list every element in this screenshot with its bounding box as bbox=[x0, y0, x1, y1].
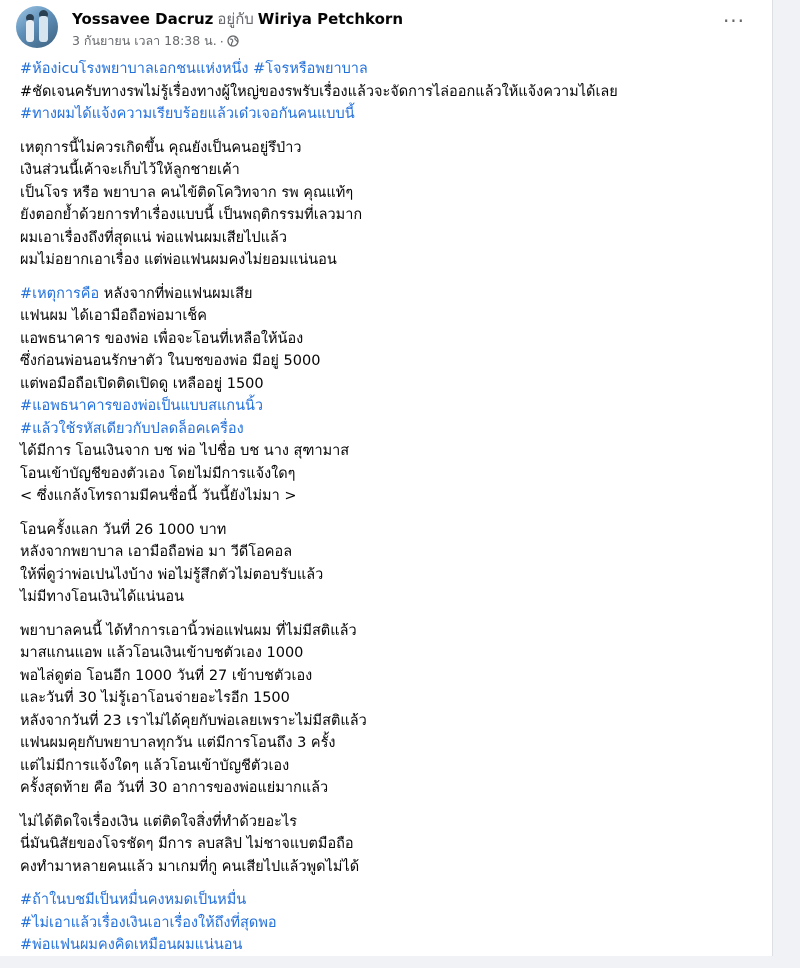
hashtag[interactable]: #เหตุการคือ bbox=[20, 285, 100, 302]
post-line: ซึ่งก่อนพ่อนอนรักษาตัว ในบชของพ่อ มีอยู่ 5000 bbox=[20, 353, 321, 369]
hashtag[interactable]: #พ่อแฟนผมคงคิดเหมือนผมแน่นอน bbox=[20, 937, 243, 953]
post-line: ผมไม่อยากเอาเรื่อง แต่พ่อแฟนผมคงไม่ยอมแน่นอน bbox=[20, 252, 337, 268]
post-line: หลังจากพยาบาล เอามือถือพ่อ มา วีดีโอคอล bbox=[20, 544, 293, 560]
paragraph-2 bbox=[20, 137, 760, 272]
hashtag[interactable]: #แอพธนาคารของพ่อเป็นแบบสแกนนิ้ว bbox=[20, 398, 264, 414]
post-line: แอพธนาคาร ของพ่อ เพื่อจะโอนที่เหลือให้น้อง bbox=[20, 330, 304, 347]
post-line: มาสแกนแอพ แล้วโอนเงินเข้าบชตัวเอง 1000 bbox=[20, 645, 304, 661]
post-line: ครั้งสุดท้าย คือ วันที่ 30 อาการของพ่อแย่มากแล้ว bbox=[20, 780, 329, 796]
paragraph-6 bbox=[20, 811, 760, 879]
post-line: เป็นโจร หรือ พยาบาล คนไข้ติดโควิทจาก รพ คุณแท้ๆ bbox=[20, 184, 354, 201]
paragraph-4 bbox=[20, 519, 760, 609]
tagged-name[interactable]: Wiriya Petchkorn bbox=[257, 10, 404, 28]
hashtag[interactable]: #แล้วใช้รหัสเดียวกับปลดล็อคเครื่อง bbox=[20, 420, 244, 437]
globe-icon[interactable] bbox=[227, 35, 239, 47]
post-line: พอไล่ดูต่อ โอนอีก 1000 วันที่ 27 เข้าบชตัวเอง bbox=[20, 667, 313, 684]
post-line: ไม่มีทางโอนเงินได้แน่นอน bbox=[20, 589, 185, 605]
page-background-edge bbox=[774, 0, 800, 956]
with-text: อยู่กับ bbox=[217, 10, 254, 28]
post-content bbox=[20, 58, 760, 968]
post-header bbox=[72, 7, 403, 31]
post-line: หลังจากวันที่ 23 เราไม่ได้คุยกับพ่อเลยเพราะไม่มีสติแล้ว bbox=[20, 712, 367, 729]
hashtag[interactable]: #ห้องicuโรงพยาบาลเอกชนแห่งหนึ่ง #โจรหรือพยาบาล bbox=[20, 61, 368, 77]
post-line: พยาบาลคนนี้ ได้ทำการเอานิ้วพ่อแฟนผม ที่ไม่มีสติแล้ว bbox=[20, 622, 357, 639]
paragraph-3 bbox=[20, 283, 760, 508]
avatar-figure-body bbox=[26, 20, 34, 42]
post-line: โอนเข้าบัญชีของตัวเอง โดยไม่มีการแจ้งใดๆ bbox=[20, 465, 296, 482]
post-line: นี่มันนิสัยของโจรชัดๆ มีการ ลบสลิป ไม่ชาจแบตมือถือ bbox=[20, 836, 354, 852]
avatar-figure-body bbox=[39, 16, 48, 42]
more-options-button[interactable]: ··· bbox=[722, 9, 746, 33]
post-line: #ชัดเจนครับทางรพไม่รู้เรื่องทางผู้ใหญ่ของรพรับเรื่องแล้วจะจัดการไล่ออกแล้วให้แจ้งความได้เลย bbox=[20, 83, 618, 100]
hashtag[interactable]: #ทางผมได้แจ้งความเรียบร้อยแล้วเด๋วเจอกันคนแบบนี้ bbox=[20, 106, 355, 122]
post-line: คงทำมาหลายคนแล้ว มาเกมที่กู คนเสียไปแล้วพูดไม่ได้ bbox=[20, 858, 360, 875]
paragraph-5 bbox=[20, 620, 760, 800]
post-line: และวันที่ 30 ไม่รู้เอาโอนจ่ายอะไรอีก 1500 bbox=[20, 690, 290, 706]
meta-separator: · bbox=[219, 33, 224, 49]
post-line: เหตุการนี้ไม่ควรเกิดขึ้น คุณยังเป็นคนอยู่รึป่าว bbox=[20, 139, 302, 156]
post-line bbox=[20, 283, 760, 306]
post-line: เงินส่วนนี้เค้าจะเก็บไว้ให้ลูกชายเค้า bbox=[20, 162, 240, 178]
post-line: แต่พอมือถือเปิดติดเปิดดู เหลืออยู่ 1500 bbox=[20, 375, 264, 392]
hashtag[interactable]: #ไม่เอาแล้วเรื่องเงินเอาเรื่องให้ถึงที่สุดพอ bbox=[20, 914, 277, 931]
author-avatar[interactable] bbox=[16, 6, 58, 48]
paragraph-7 bbox=[20, 889, 760, 957]
post-line: ให้พี่ดูว่าพ่อเปนไงบ้าง พ่อไม่รู้สึกตัวไม่ตอบรับแล้ว bbox=[20, 566, 324, 583]
paragraph-1 bbox=[20, 58, 760, 126]
post-timestamp[interactable]: 3 กันยายน เวลา 18:38 น. bbox=[72, 33, 217, 48]
post-line: < ซึ่งแกล้งโทรถามมีคนชื่อนี้ วันนี้ยังไม่มา > bbox=[20, 488, 297, 504]
post-line: ยังตอกย้ำด้วยการทำเรื่องแบบนี้ เป็นพฤติกรรมที่เลวมาก bbox=[20, 207, 363, 223]
post-line: แต่ไม่มีการแจ้งใดๆ แล้วโอนเข้าบัญชีตัวเอง bbox=[20, 757, 290, 774]
post-line: โอนครั้งแลก วันที่ 26 1000 บาท bbox=[20, 521, 227, 538]
post-line-text: หลังจากที่พ่อแฟนผมเสีย bbox=[99, 285, 253, 302]
post-meta bbox=[72, 31, 239, 51]
post-line: ไม่ได้ติดใจเรื่องเงิน แต่ติดใจสิ่งที่ทำด้วยอะไร bbox=[20, 813, 298, 830]
author-name[interactable]: Yossavee Dacruz bbox=[72, 10, 214, 28]
hashtag[interactable]: #ถ้าในบชมีเป็นหมื่นคงหมดเป็นหมื่น bbox=[20, 892, 247, 908]
post-line: แฟนผม ได้เอามือถือพ่อมาเช็ค bbox=[20, 308, 207, 324]
post-line: ผมเอาเรื่องถึงที่สุดแน่ พ่อแฟนผมเสียไปแล้ว bbox=[20, 229, 287, 246]
post-line: แฟนผมคุยกับพยาบาลทุกวัน แต่มีการโอนถึง 3 ครั้ง bbox=[20, 735, 336, 751]
post-line: ได้มีการ โอนเงินจาก บช พ่อ ไปชื่อ บช นาง สุฑามาส bbox=[20, 443, 350, 459]
